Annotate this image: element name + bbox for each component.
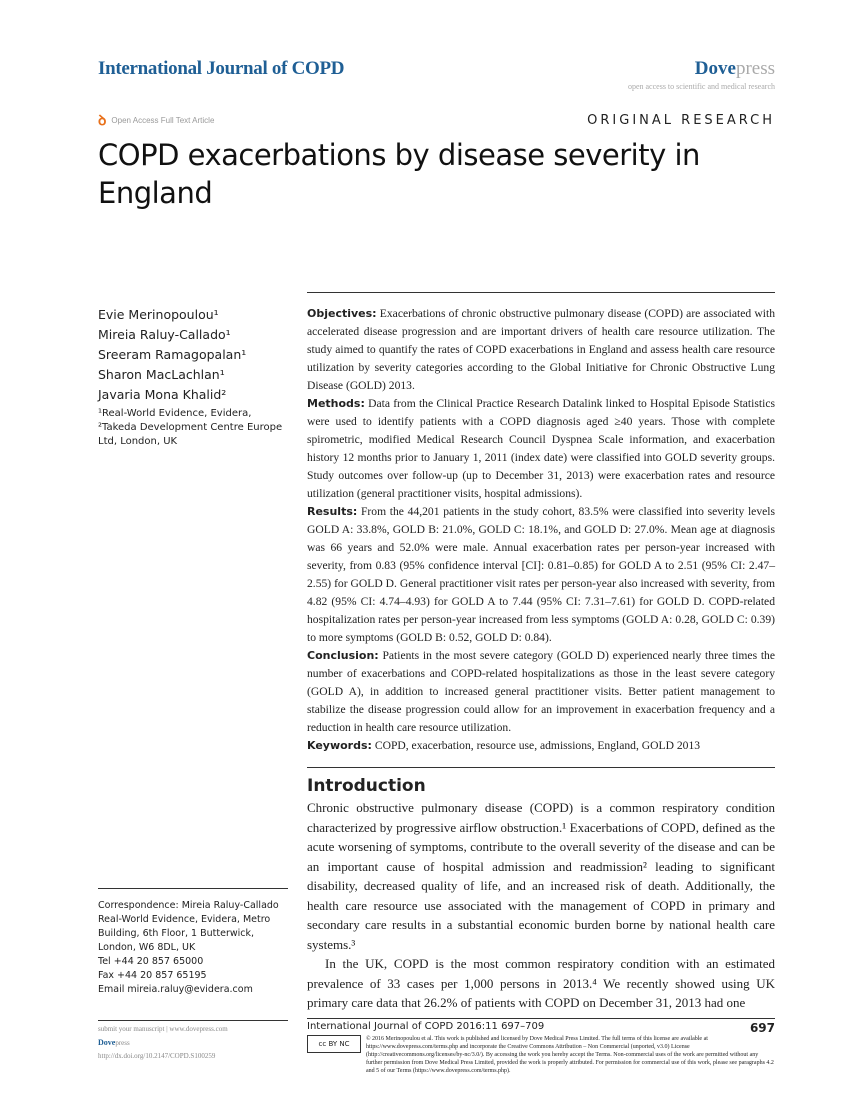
cc-license-icon: cc BY NC <box>307 1035 361 1053</box>
correspondence <box>98 888 288 997</box>
section-text: COPD, exacerbation, resource use, admissions, England, GOLD 2013 <box>371 739 701 752</box>
author: Sharon MacLachlan¹ <box>98 367 225 382</box>
affiliation: ²Takeda Development Centre Europe Ltd, London, UK <box>98 422 283 447</box>
open-access-lock-icon: ꝺ <box>98 112 107 128</box>
section-text: From the 44,201 patients in the study cohort, 83.5% were classified into severity levels GOLD A: 33.8%, GOLD B: 21.0%, GOLD C: 18.1%, and GOLD D: 27.0%. Mean age at diagnosis was 66 years and 52.0% were male. Annual exacerbation rates per person-year increased with severity, from 0.83 (95% confidence interval [CI]: 0.81–0.85) for GOLD A to 2.51 (95% CI: 2.47–2.55) for GOLD D. General practitioner visit rates per person-year also increased with severity, from 4.82 (95% CI: 4.74–4.93) for GOLD A to 7.44 (95% CI: 7.31–7.61) for GOLD D. COPD-related hospitalization rates per person-year increased from less symptoms (GOLD A: 0.28, GOLD C: 0.39) to more symptoms (GOLD B: 0.52, GOLD D: 0.84). <box>307 505 775 644</box>
publisher-tagline: open access to scientific and medical research <box>627 82 775 91</box>
author: Evie Merinopoulou¹ <box>98 307 219 322</box>
open-access-text: Open Access Full Text Article <box>111 116 215 125</box>
publisher-logo <box>695 58 775 80</box>
open-access-label <box>98 111 214 130</box>
corr-fax: Fax +44 20 857 65195 <box>98 970 207 981</box>
abstract-objectives <box>307 305 775 395</box>
author: Sreeram Ramagopalan¹ <box>98 347 247 362</box>
affiliations <box>98 407 298 449</box>
doi-link[interactable]: http://dx.doi.org/10.2147/COPD.S100259 <box>98 1052 216 1060</box>
section-label: Keywords: <box>307 739 372 752</box>
abstract-conclusion <box>307 647 775 737</box>
abstract <box>307 292 775 755</box>
journal-name: International Journal of COPD <box>98 58 345 79</box>
corr-email[interactable]: Email mireia.raluy@evidera.com <box>98 984 253 995</box>
submit-link[interactable]: submit your manuscript | www.dovepress.com <box>98 1025 228 1033</box>
corr-tel: Tel +44 20 857 65000 <box>98 956 204 967</box>
footer-left <box>98 1020 288 1063</box>
section-text: Patients in the most severe category (GOLD D) experienced nearly three times the number of exacerbations and COPD-related hospitalizations as those in the least severe category (GOLD A), in addition to increased general practitioner visits. Better patient management to stabilize the disease progression could allow for an improvement in exacerbation frequency and a reduction in health care resource utilization. <box>307 649 775 734</box>
author: Javaria Mona Khalid² <box>98 387 227 402</box>
author: Mireia Raluy-Callado¹ <box>98 327 231 342</box>
logo-bold: Dove <box>98 1038 116 1047</box>
abstract-keywords <box>307 737 775 755</box>
section-label: Results: <box>307 505 358 518</box>
footer-logo <box>98 1036 288 1050</box>
abstract-methods <box>307 395 775 503</box>
abstract-results <box>307 503 775 647</box>
section-label: Conclusion: <box>307 649 379 662</box>
section-text: Exacerbations of chronic obstructive pulmonary disease (COPD) are associated with accelerated disease progression and are important drivers of health care resource utilization. The study aimed to quantify the rates of COPD exacerbations in England and assess health care resource utilization by severity categories according to the Global Initiative for Chronic Obstructive Lung Disease (GOLD) 2013. <box>307 307 775 392</box>
section-label: Objectives: <box>307 307 377 320</box>
article-type: ORIGINAL RESEARCH <box>587 113 775 128</box>
citation: International Journal of COPD 2016:11 697–709 <box>307 1021 545 1032</box>
section-text: Data from the Clinical Practice Research Datalink linked to Hospital Episode Statistics were used to identify patients with a COPD diagnosis aged ≥40 years. Those with complete spirometric, modified Medical Research Council Dyspnea Scale information, and exacerbation history 12 months prior to January 1, 2011 (index date) were classified into GOLD severity groups. Study outcomes over follow-up (up to December 31, 2013) were exacerbation rates and resource utilization (general practitioner visits, hospital admissions). <box>307 397 775 500</box>
author-list <box>98 305 246 405</box>
corr-address: Real-World Evidence, Evidera, Metro Building, 6th Floor, 1 Butterwick, London, W6 8DL, UK <box>98 914 271 953</box>
license-block <box>307 1035 775 1075</box>
section-heading: Introduction <box>307 776 426 796</box>
logo-light: press <box>735 58 775 79</box>
logo-bold: Dove <box>694 58 736 79</box>
footer-right <box>307 1018 775 1075</box>
paper-title: COPD exacerbations by disease severity in England <box>98 138 700 210</box>
corr-name: Correspondence: Mireia Raluy-Callado <box>98 900 279 911</box>
page-number: 697 <box>749 1021 775 1035</box>
license-text: © 2016 Merinopoulou et al. This work is published and licensed by Dove Medical Press Limited. The full terms of this license are available at https://www.dovepress.com/terms.php and incorporate the Creative Commons Attribution – Non Commercial (unported, v3.0) License (http://creativecommons.org/licenses/by-nc/3.0/). By accessing the work you hereby accept the Terms. Non-commercial uses of the work are permitted without any further permission from Dove Medical Press Limited, provided the work is properly attributed. For permission for commercial use of this work, please see paragraphs 4.2 and 5 of our Terms (https://www.dovepress.com/terms.php). <box>366 1036 774 1074</box>
paragraph: Chronic obstructive pulmonary disease (COPD) is a common respiratory condition characterized by progressive airflow obstruction.¹ Exacerbations of COPD, defined as the acute worsening of symptoms, contribute to the overall severity of the disease and can be an important cause of hospital admission and readmission² leading to significant disability, decreased quality of life, and an increased risk of death. Additionally, the health care resource use associated with the management of COPD in primary and secondary care results in a substantial economic burden borne by national health care systems.³ <box>307 800 775 952</box>
logo-light: press <box>115 1039 130 1047</box>
affiliation: ¹Real-World Evidence, Evidera, <box>98 408 252 419</box>
paragraph: In the UK, COPD is the most common respiratory condition with an estimated prevalence of 33 cases per 1,000 persons in 2013.⁴ We recently showed using UK primary care data that 26.2% of patients with COPD on December 31, 2013 had one <box>307 956 775 1010</box>
section-label: Methods: <box>307 397 365 410</box>
introduction-section <box>307 767 775 1013</box>
